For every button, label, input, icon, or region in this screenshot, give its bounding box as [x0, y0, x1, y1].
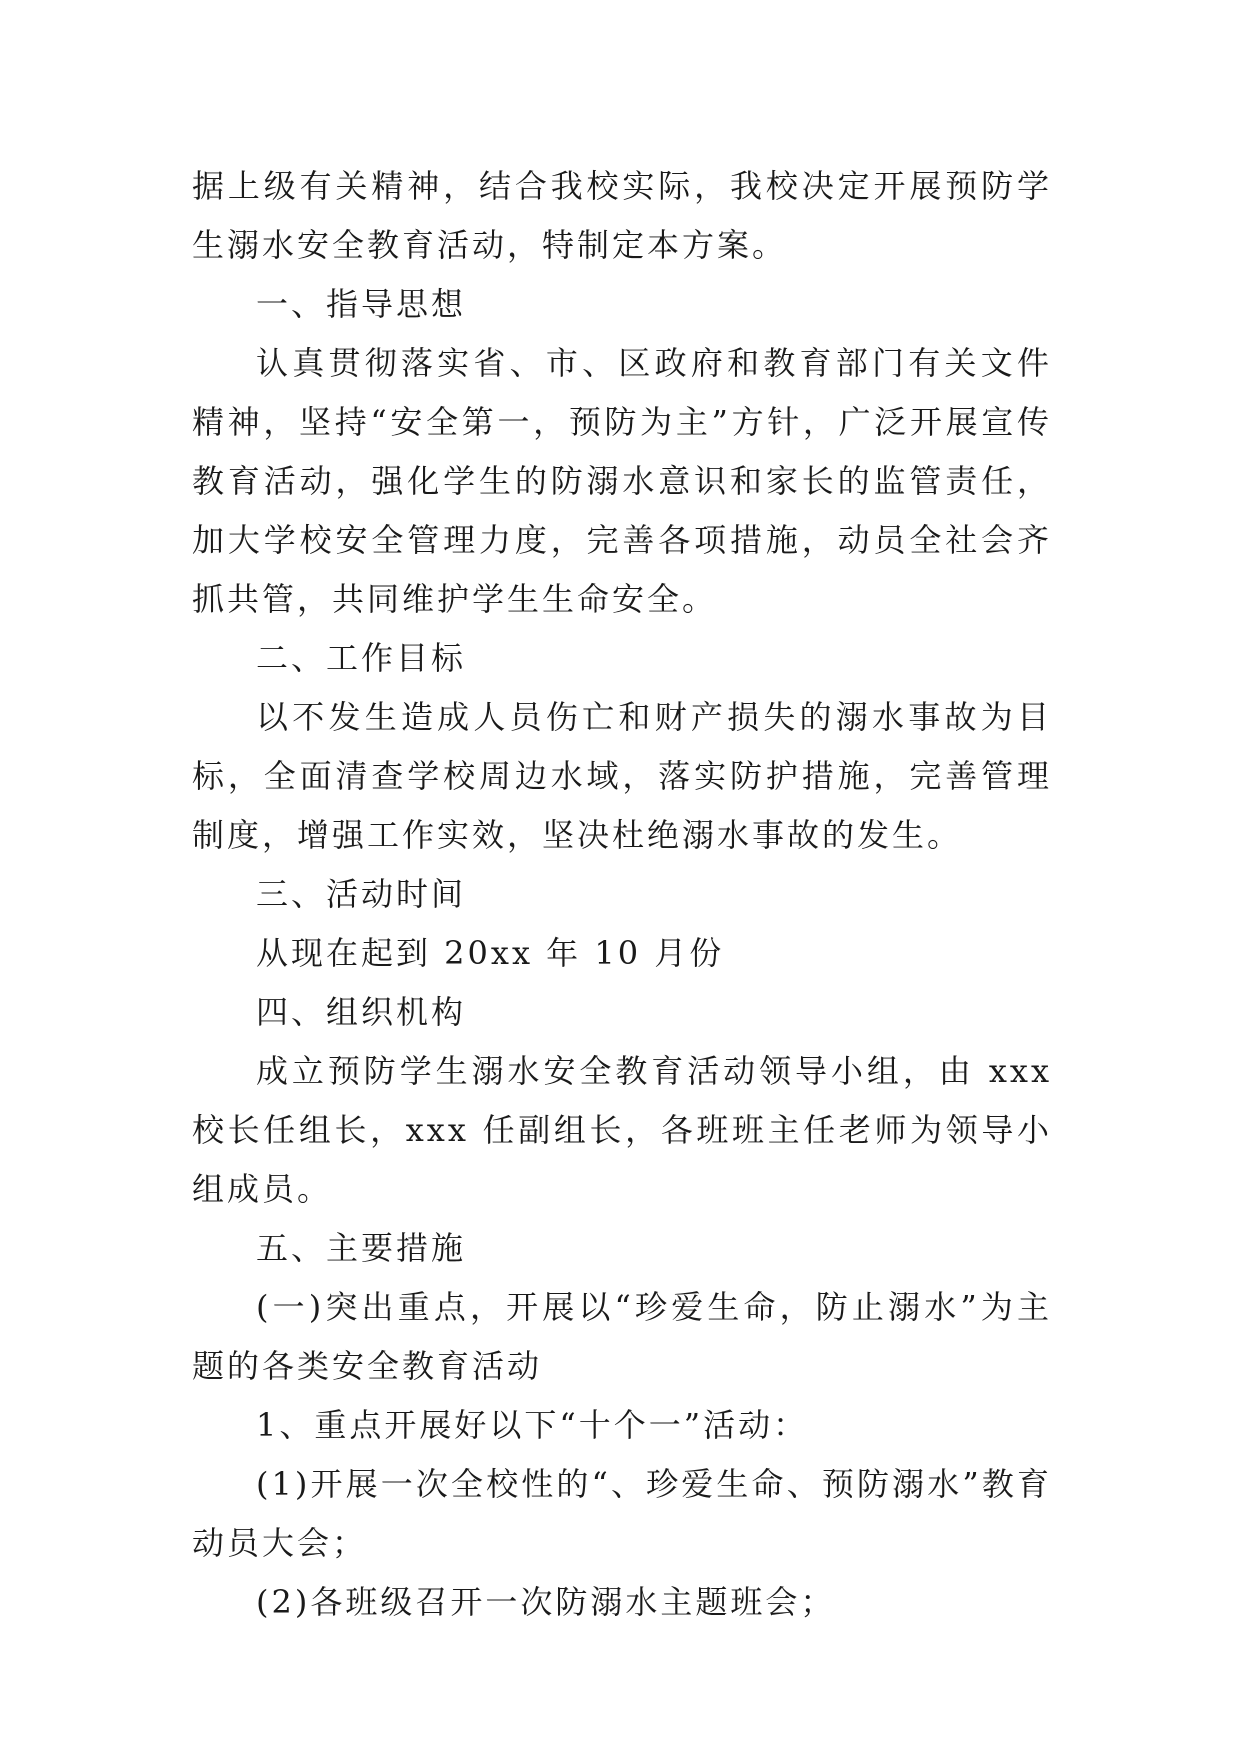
paragraph-measure-1: (一)突出重点，开展以“珍爱生命，防止溺水”为主题的各类安全教育活动 — [192, 1288, 1052, 1385]
paragraph-activity-time: 从现在起到 20xx 年 10 月份 — [256, 934, 725, 972]
section-heading-organization: 四、组织机构 — [256, 993, 467, 1031]
section-heading-guiding-ideology: 一、指导思想 — [256, 285, 467, 323]
paragraph-work-goals: 以不发生造成人员伤亡和财产损失的溺水事故为目标，全面清查学校周边水域，落实防护措施，完善管理制度，增强工作实效，坚决杜绝溺水事故的发生。 — [192, 698, 1052, 854]
section-heading-main-measures: 五、主要措施 — [256, 1229, 467, 1267]
list-item-activity-1: (1)开展一次全校性的“、珍爱生命、预防溺水”教育动员大会； — [192, 1465, 1052, 1562]
paragraph-organization: 成立预防学生溺水安全教育活动领导小组，由 xxx 校长任组长，xxx 任副组长，各班班主任老师为领导小组成员。 — [192, 1052, 1052, 1208]
intro-paragraph: 据上级有关精神，结合我校实际，我校决定开展预防学生溺水安全教育活动，特制定本方案。 — [192, 167, 1052, 264]
paragraph-ten-activities: 1、重点开展好以下“十个一”活动： — [256, 1406, 809, 1444]
list-item-activity-2: (2)各班级召开一次防溺水主题班会； — [256, 1583, 836, 1621]
section-heading-activity-time: 三、活动时间 — [256, 875, 467, 913]
section-heading-work-goals: 二、工作目标 — [256, 639, 467, 677]
paragraph-guiding-ideology: 认真贯彻落实省、市、区政府和教育部门有关文件精神，坚持“安全第一，预防为主”方针，广泛开展宣传教育活动，强化学生的防溺水意识和家长的监管责任，加大学校安全管理力度，完善各项措施，动员全社会齐抓共管，共同维护学生生命安全。 — [192, 344, 1052, 618]
document-body — [192, 157, 1052, 1632]
